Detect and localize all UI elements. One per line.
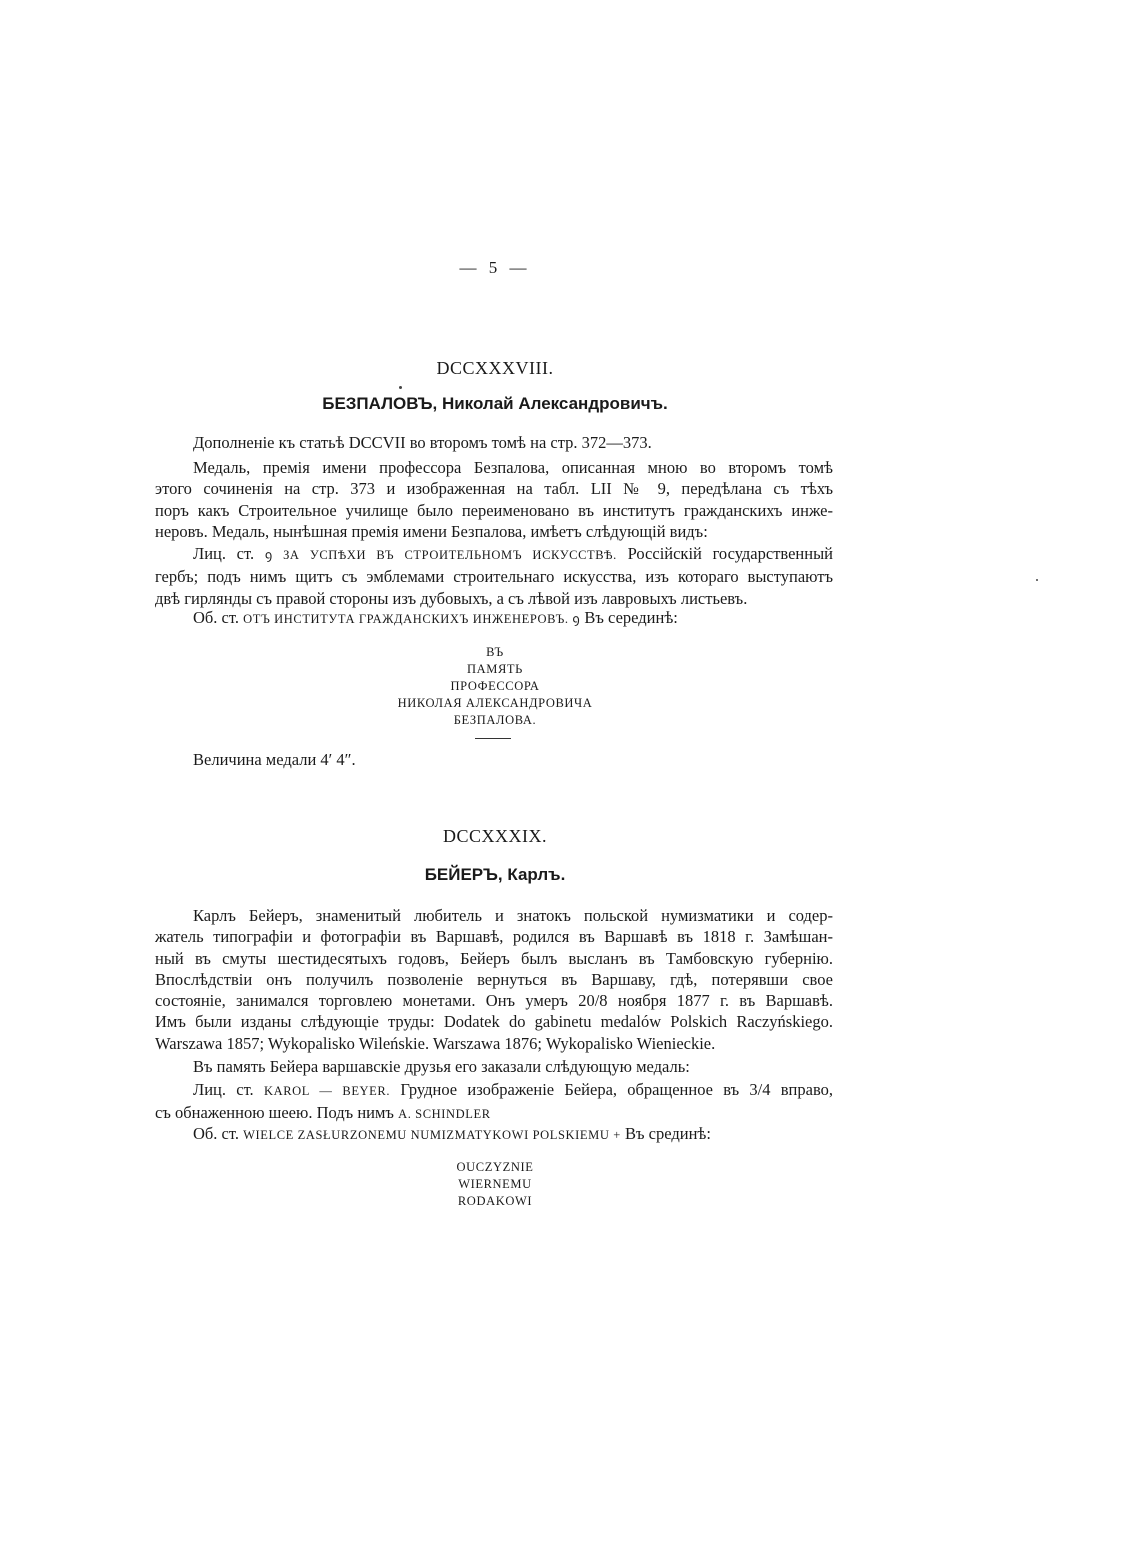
reverse-legend: ОТЪ ИНСТИТУТА ГРАЖДАНСКИХЪ ИНЖЕНЕРОВЪ. ꝯ [243, 612, 581, 626]
text-line: Имъ были изданы слѣдующіе труды: Dodatek do gabinetu medalów Polskich Raczyńskiego. [155, 1012, 833, 1032]
text-line: этого сочиненія на стр. 373 и изображенная на табл. LII № 9, передѣлана съ тѣхъ [155, 479, 833, 499]
inscription-line: WIERNEMU [458, 1177, 532, 1191]
text-line: Warszawa 1857; Wykopalisko Wileńskie. Warszawa 1876; Wykopalisko Wienieckie. [155, 1033, 716, 1053]
text-line: неровъ. Медаль, нынѣшная премія имени Безпалова, имѣетъ слѣдующій видъ: [155, 521, 708, 541]
biography [155, 905, 833, 1054]
text-line [155, 1079, 833, 1102]
medal-inscription [0, 644, 990, 729]
memory-line: Въ память Бейера варшавскіе друзья его заказали слѣдующую медаль: [193, 1057, 690, 1076]
inscription-line: OUCZYZNIE [456, 1160, 534, 1174]
reverse-description [193, 1124, 711, 1144]
obverse-label: Лиц. ст. [193, 544, 255, 563]
inscription-line: НИКОЛАЯ АЛЕКСАНДРОВИЧА [397, 696, 593, 710]
print-speck [1036, 579, 1038, 581]
inscription-line: RODAKOWI [457, 1194, 533, 1208]
obverse-legend: ꝯ ЗА УСПѢХИ ВЪ СТРОИТЕЛЬНОМЪ ИСКУССТВѢ. [264, 548, 617, 562]
obverse-description [155, 543, 833, 609]
section-heading: БЕЙЕРЪ, Карлъ. [424, 865, 566, 884]
supplement-note: Дополненіе къ статьѣ DCCVII во второмъ томѣ на стр. 372—373. [193, 433, 652, 452]
engraver-signature: A. SCHINDLER [398, 1107, 491, 1122]
inscription-line: ВЪ [486, 645, 504, 659]
obverse-text: Грудное изображеніе Бейера, обращенное въ 3/4 вправо, [400, 1080, 834, 1099]
medal-description [155, 457, 833, 542]
obverse-text: съ обнаженною шеею. Подъ нимъ [155, 1103, 394, 1123]
obverse-legend: KAROL — BEYER. [263, 1084, 391, 1098]
obverse-text: Россійскій государственный [627, 544, 834, 563]
reverse-tail: Въ серединѣ: [584, 608, 678, 627]
text-line: гербъ; подъ нимъ щитъ съ эмблемами строительнаго искусства, изъ котораго выступаютъ [155, 567, 833, 587]
text-line [155, 1102, 833, 1125]
section-numeral: DCCXXXVIII. [436, 358, 554, 378]
reverse-legend: WIELCE ZASŁURZONEMU NUMIZMATYKOWI POLSKIEMU + [243, 1128, 621, 1142]
inscription-line: БЕЗПАЛОВА. [453, 713, 537, 727]
text-line: Карлъ Бейеръ, знаменитый любитель и знатокъ польской нумизматики и содер- [193, 906, 833, 925]
page-number: — 5 — [459, 258, 531, 277]
medal-size: Величина медали 4′ 4″. [193, 750, 356, 769]
obverse-description [155, 1079, 833, 1126]
inscription-line: ПРОФЕССОРА [450, 679, 540, 693]
section-numeral: DCCXXXIX. [442, 826, 547, 846]
separator-rule [475, 738, 511, 739]
print-speck [399, 386, 402, 389]
text-line: Впослѣдствіи онъ получилъ позволеніе вернуться въ Варшаву, гдѣ, потерявши свое [155, 969, 833, 989]
text-line: состояніе, занимался торговлею монетами. Онъ умеръ 20/8 ноября 1877 г. въ Варшавѣ. [155, 991, 833, 1011]
obverse-label: Лиц. ст. [193, 1080, 254, 1099]
reverse-label: Об. ст. [193, 608, 239, 627]
text-line [155, 543, 833, 566]
reverse-tail: Въ срединѣ: [625, 1124, 711, 1143]
text-line: поръ какъ Строительное училище было переименовано въ институтъ гражданскихъ инже- [155, 500, 833, 520]
reverse-label: Об. ст. [193, 1124, 239, 1143]
section-heading: БЕЗПАЛОВЪ, Николай Александровичъ. [322, 394, 668, 413]
text-line: жатель типографіи и фотографіи въ Варшавѣ, родился въ Варшавѣ въ 1818 г. Замѣшан- [155, 927, 833, 947]
text-line: двѣ гирлянды съ правой стороны изъ дубовыхъ, а съ лѣвой изъ лавровыхъ листьевъ. [155, 588, 748, 608]
text-line: Медаль, премія имени профессора Безпалова, описанная мною во второмъ томѣ [193, 458, 833, 477]
reverse-description [193, 608, 678, 628]
inscription-line: ПАМЯТЬ [467, 662, 523, 676]
medal-inscription [0, 1159, 990, 1210]
text-line: ный въ смуты шестидесятыхъ годовъ, Бейеръ былъ высланъ въ Тамбовскую губернію. [155, 948, 833, 968]
